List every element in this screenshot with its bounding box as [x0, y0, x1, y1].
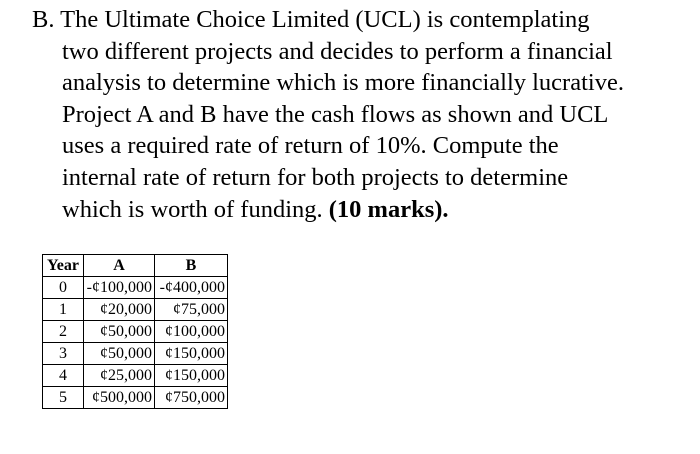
- project-a-cell: ¢20,000: [84, 299, 155, 321]
- header-year: Year: [43, 255, 84, 277]
- question-line-1: B. The Ultimate Choice Limited (UCL) is contemplating: [32, 6, 590, 33]
- question-line-7: [32, 194, 692, 226]
- project-a-cell: ¢50,000: [84, 321, 155, 343]
- year-cell: 3: [43, 343, 84, 365]
- table-row: [43, 321, 228, 343]
- marks-label: (10 marks).: [328, 195, 449, 223]
- project-b-cell: ¢75,000: [155, 299, 228, 321]
- project-a-cell: ¢500,000: [84, 387, 155, 409]
- question-line-3: analysis to determine which is more financially lucrative.: [62, 69, 624, 97]
- project-a-cell: ¢50,000: [84, 343, 155, 365]
- table-row: [43, 387, 228, 409]
- year-cell: 2: [43, 321, 84, 343]
- question-line-4: Project A and B have the cash flows as shown and UCL: [62, 100, 609, 128]
- year-cell: 5: [43, 387, 84, 409]
- project-a-cell: ¢25,000: [84, 365, 155, 387]
- project-a-cell: -¢100,000: [84, 277, 155, 299]
- question-line-5: uses a required rate of return of 10%. Compute the: [62, 132, 559, 160]
- table-row: [43, 277, 228, 299]
- header-project-b: B: [155, 255, 228, 277]
- project-b-cell: ¢150,000: [155, 365, 228, 387]
- header-project-a: A: [84, 255, 155, 277]
- question-text: [32, 4, 692, 225]
- project-b-cell: ¢750,000: [155, 387, 228, 409]
- table-row: [43, 343, 228, 365]
- table-header-row: [43, 255, 228, 277]
- table-row: [43, 299, 228, 321]
- question-line-6: internal rate of return for both projects to determine: [62, 163, 569, 191]
- cash-flow-table: [42, 254, 228, 409]
- project-b-cell: ¢100,000: [155, 321, 228, 343]
- question-line-2: two different projects and decides to perform a financial: [62, 37, 613, 65]
- table-row: [43, 365, 228, 387]
- year-cell: 1: [43, 299, 84, 321]
- year-cell: 0: [43, 277, 84, 299]
- question-line-7-text: which is worth of funding.: [62, 195, 323, 223]
- year-cell: 4: [43, 365, 84, 387]
- project-b-cell: ¢150,000: [155, 343, 228, 365]
- project-b-cell: -¢400,000: [155, 277, 228, 299]
